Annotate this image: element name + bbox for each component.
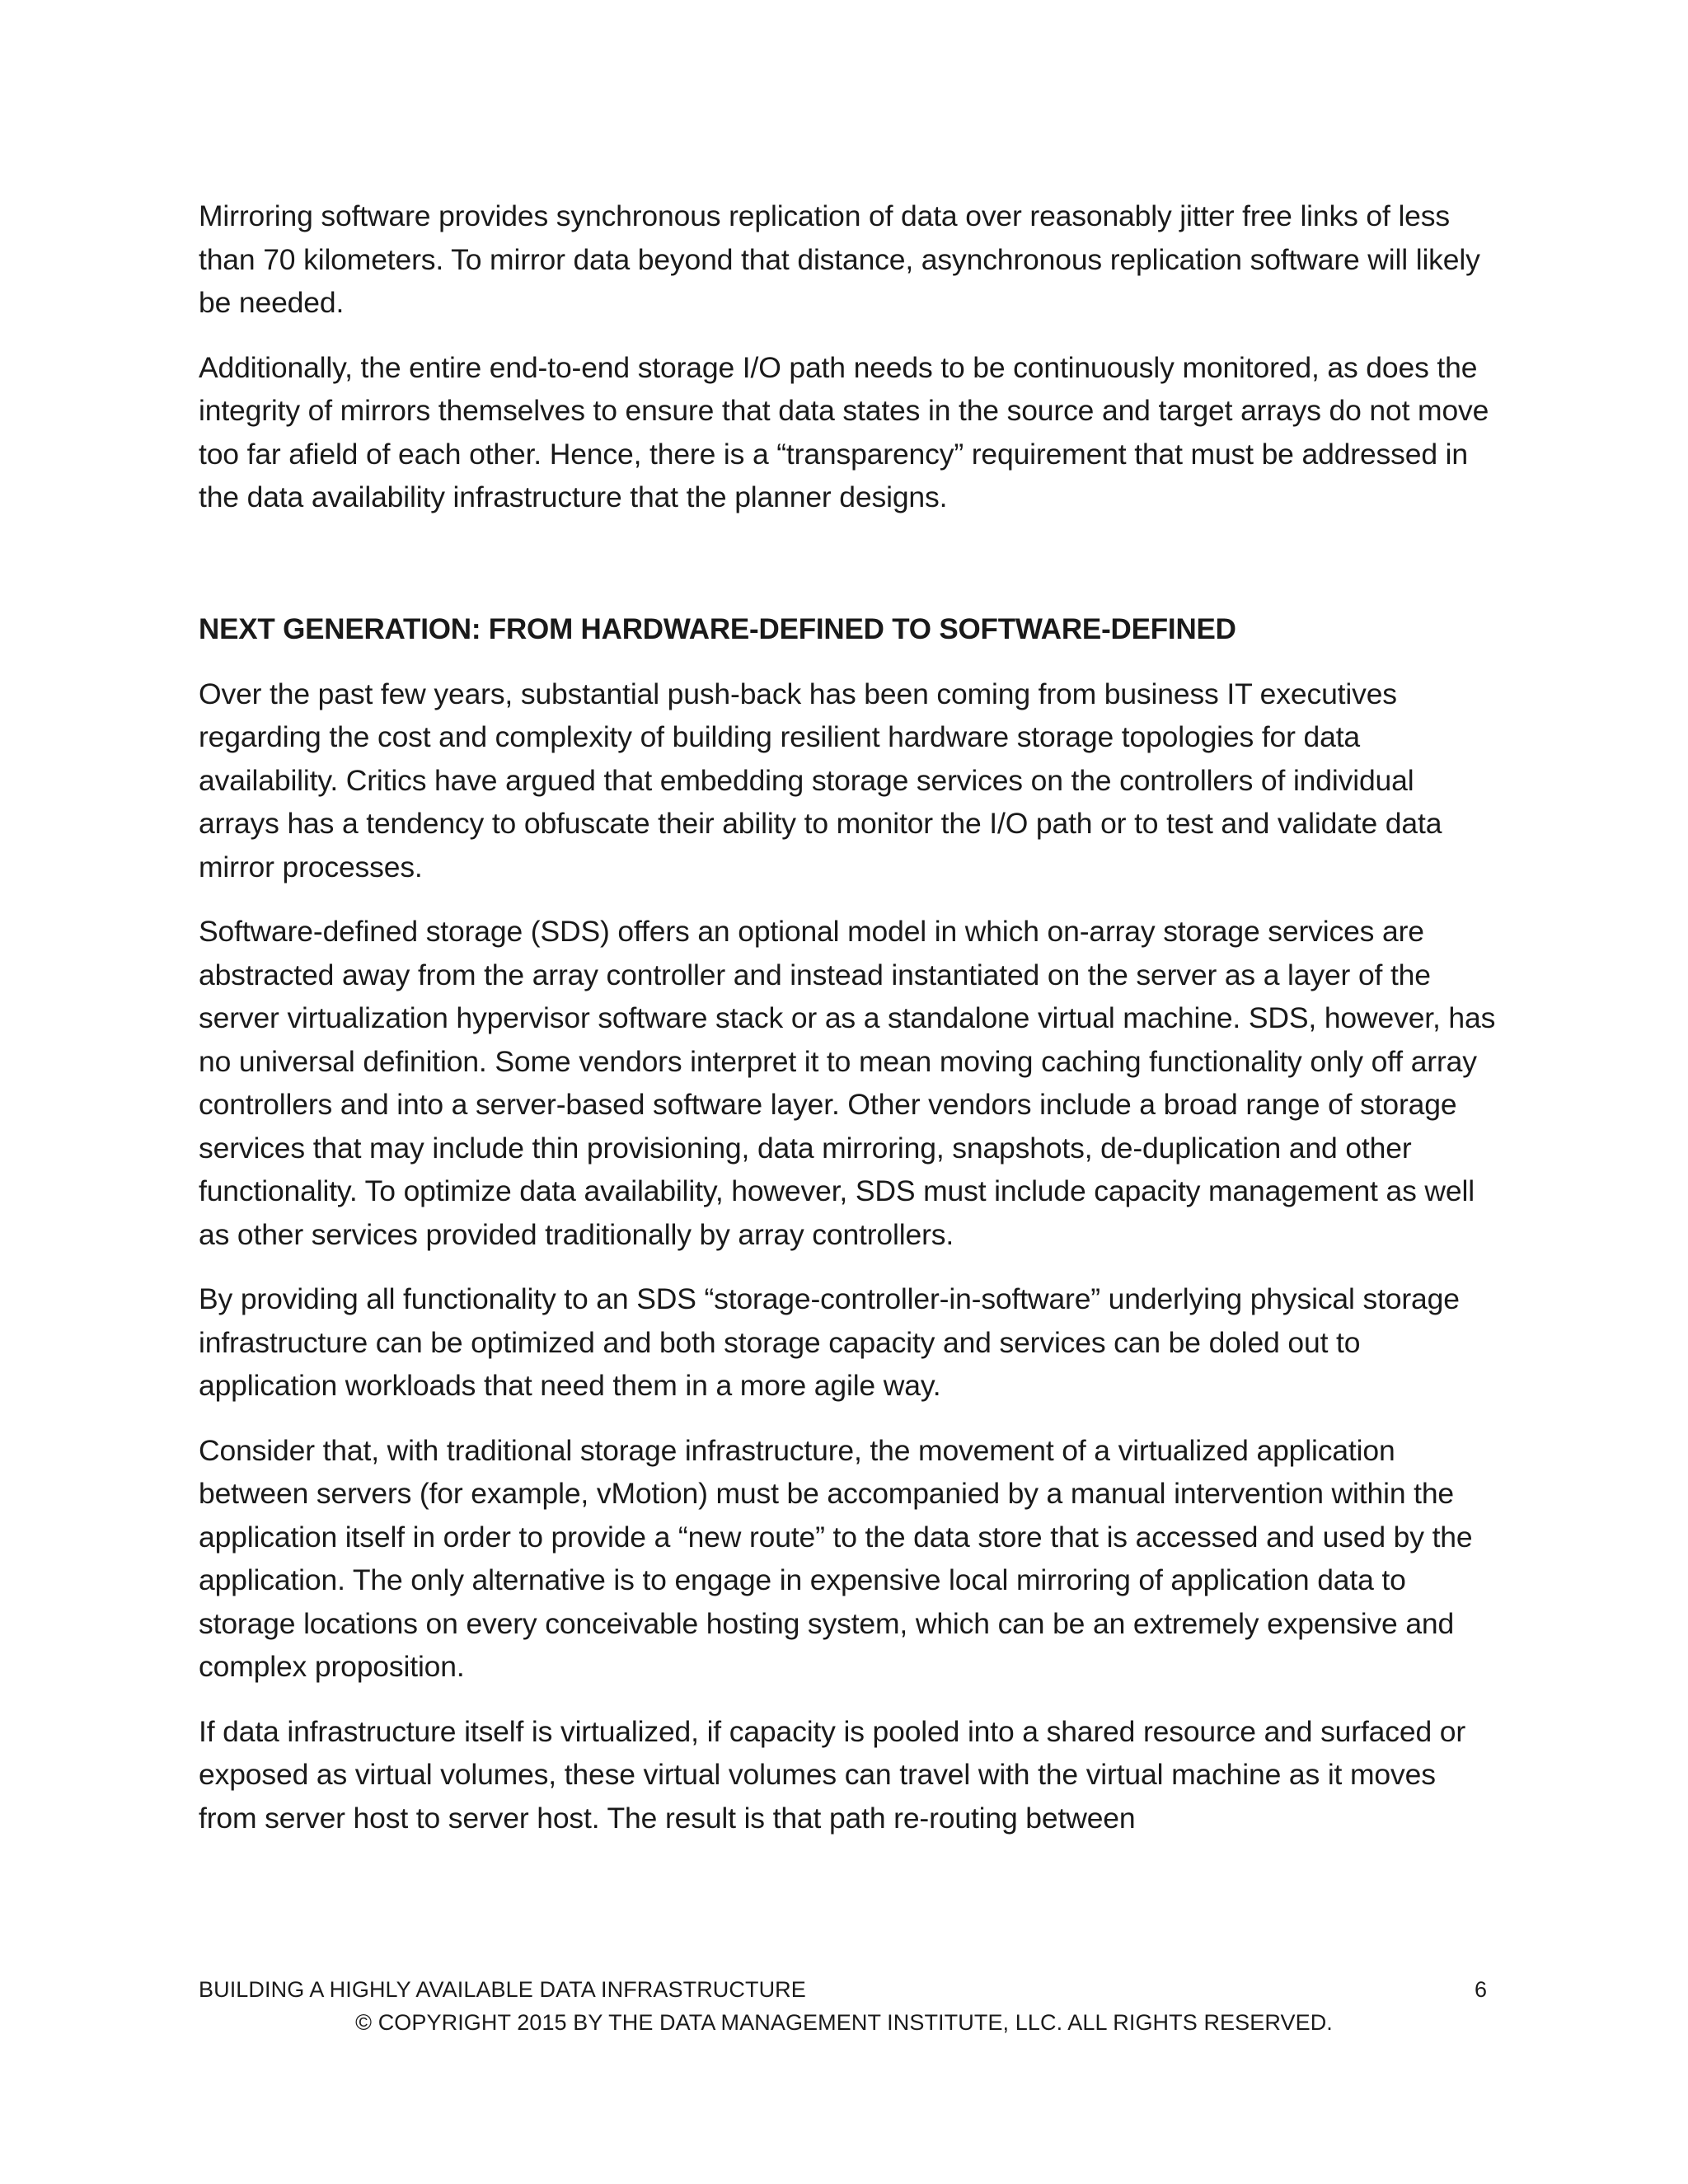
body-paragraph: If data infrastructure itself is virtualized, if capacity is pooled into a shared resource and surfaced or exposed as virtual volumes, these virtual volumes can travel with the virtual machine as it moves from server host to server host. The result is that path re-routing between <box>199 1714 1466 1835</box>
footer-document-title: BUILDING A HIGHLY AVAILABLE DATA INFRASTRUCTURE <box>199 1977 806 2002</box>
page-body <box>199 194 1501 1861</box>
body-paragraph: Consider that, with traditional storage infrastructure, the movement of a virtualized application between servers (for example, vMotion) must be accompanied by a manual intervention within the application itself in order to provide a “new route” to the data store that is accessed and used by the application. The only alternative is to engage in expensive local mirroring of application data to storage locations on every conceivable hosting system, which can be an extremely expensive and complex proposition. <box>199 1433 1473 1683</box>
body-paragraph: Over the past few years, substantial push-back has been coming from business IT executives regarding the cost and complexity of building resilient hardware storage topologies for data availability. Critics have argued that embedding storage services on the controllers of individual arrays has a tendency to obfuscate their ability to monitor the I/O path or to test and validate data mirror processes. <box>199 677 1442 883</box>
footer-copyright: © COPYRIGHT 2015 BY THE DATA MANAGEMENT INSTITUTE, LLC. ALL RIGHTS RESERVED. <box>355 2010 1333 2035</box>
body-paragraph: By providing all functionality to an SDS “storage-controller-in-software” underlying physical storage infrastructure can be optimized and both storage capacity and services can be doled out to application workloads that need them in a more agile way. <box>199 1282 1460 1402</box>
body-paragraph: Additionally, the entire end-to-end storage I/O path needs to be continuously monitored, as does the integrity of mirrors themselves to ensure that data states in the source and target arrays do not move too far afield of each other. Hence, there is a “transparency” requirement that must be addressed in the data availability infrastructure that the planner designs. <box>199 350 1489 513</box>
footer-page-number: 6 <box>1474 1977 1487 2002</box>
body-paragraph: Software-defined storage (SDS) offers an optional model in which on-array storage services are abstracted away from the array controller and instead instantiated on the server as a layer of the server virtualization hypervisor software stack or as a standalone virtual machine. SDS, however, has no universal definition. Some vendors interpret it to mean moving caching functionality only off array controllers and into a server-based software layer. Other vendors include a broad range of storage services that may include thin provisioning, data mirroring, snapshots, de-duplication and other functionality. To optimize data availability, however, SDS must include capacity management as well as other services provided traditionally by array controllers. <box>199 915 1496 1251</box>
section-heading: NEXT GENERATION: FROM HARDWARE-DEFINED TO SOFTWARE-DEFINED <box>199 612 1236 645</box>
body-paragraph: Mirroring software provides synchronous replication of data over reasonably jitter free links of less than 70 kilometers. To mirror data beyond that distance, asynchronous replication software will likely be needed. <box>199 199 1480 319</box>
